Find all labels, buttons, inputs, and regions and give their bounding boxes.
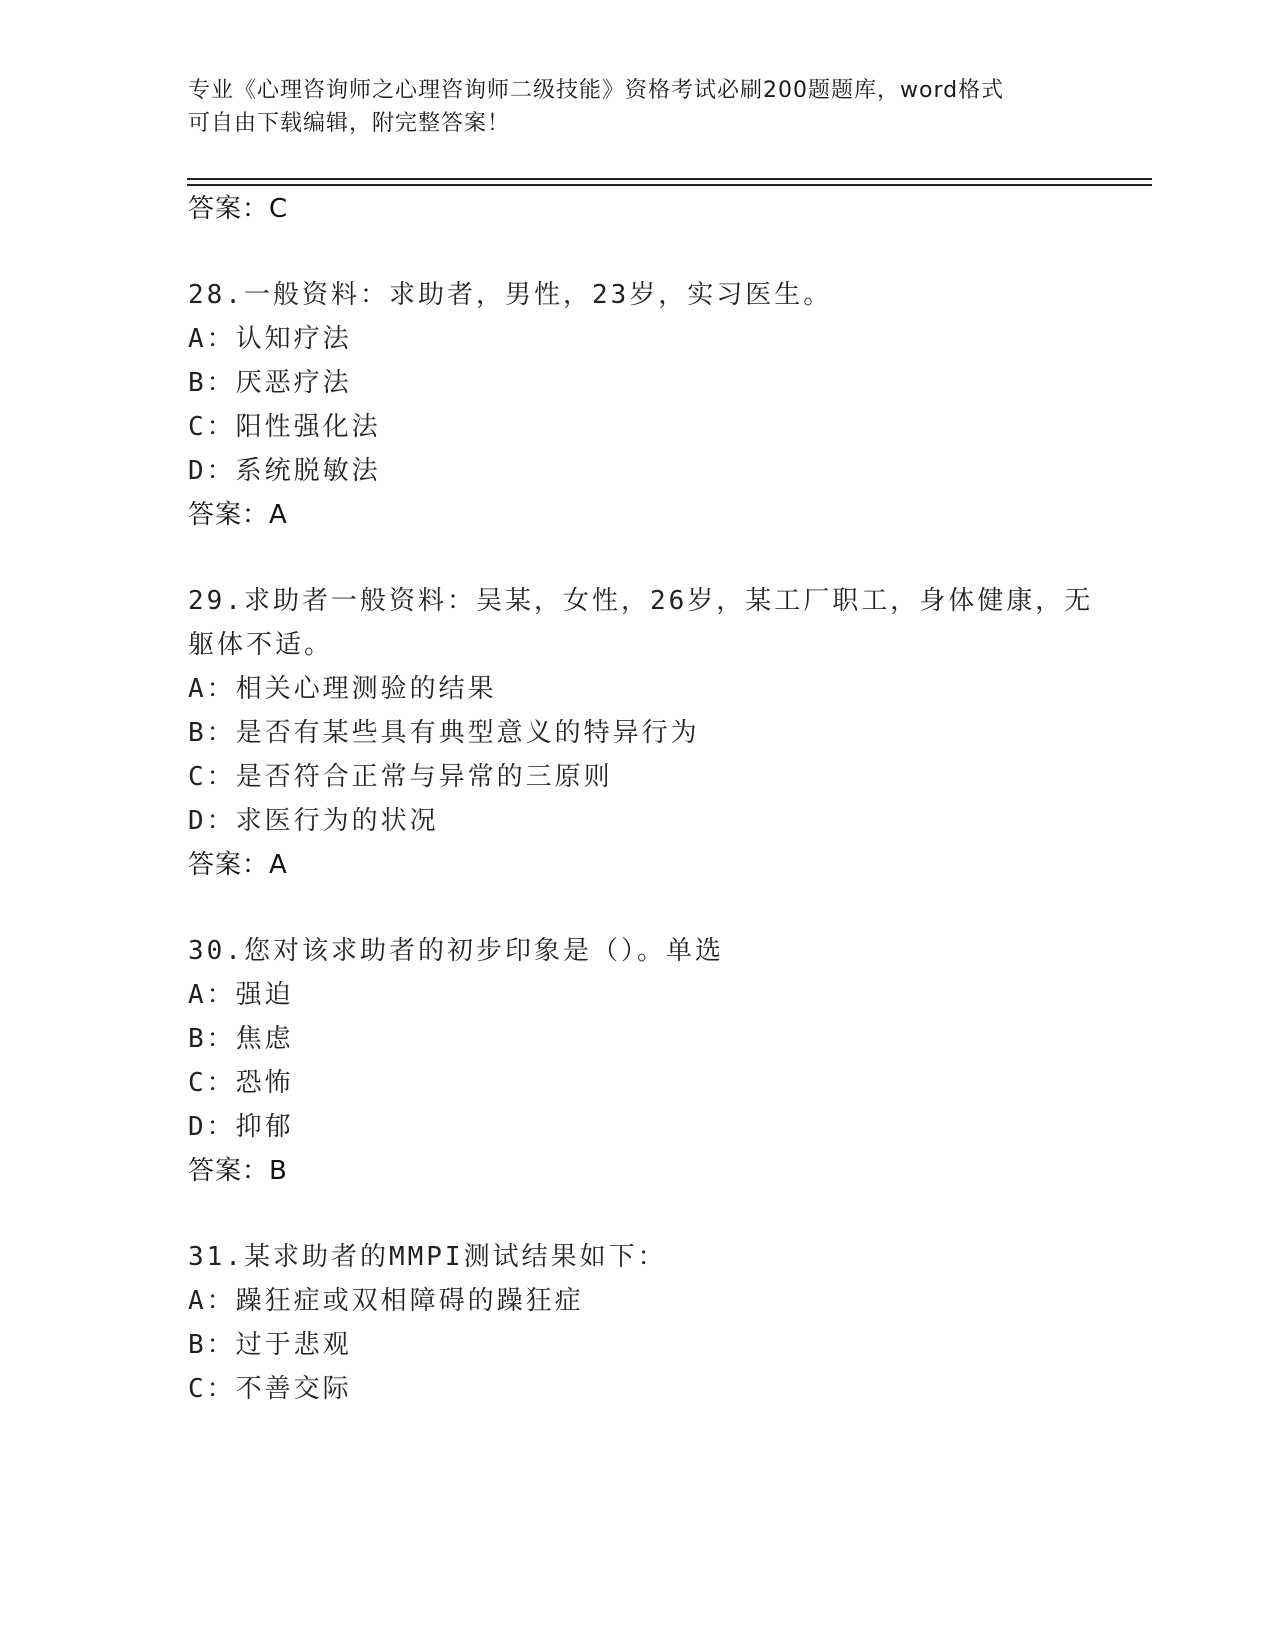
question-28-option-b: B：厌恶疗法: [188, 368, 352, 398]
question-29-option-a: A：相关心理测验的结果: [188, 674, 497, 704]
question-30-answer: 答案：B: [188, 1156, 288, 1186]
question-29-stem-line-2: 躯体不适。: [188, 630, 334, 660]
question-30-stem: 30.您对该求助者的初步印象是（）。单选: [188, 936, 724, 966]
question-31-option-a: A：躁狂症或双相障碍的躁狂症: [188, 1286, 584, 1316]
question-28-option-c: C：阳性强化法: [188, 412, 381, 442]
question-30-option-c: C：恐怖: [188, 1068, 294, 1098]
header-line-1: 专业《心理咨询师之心理咨询师二级技能》资格考试必刷200题题库，word格式: [188, 78, 1005, 103]
question-28-option-a: A：认知疗法: [188, 324, 352, 354]
header-line-2: 可自由下载编辑，附完整答案！: [188, 111, 511, 136]
question-29-option-c: C：是否符合正常与异常的三原则: [188, 762, 613, 792]
answer-previous: 答案：C: [188, 194, 289, 224]
question-30-option-a: A：强迫: [188, 980, 294, 1010]
question-29-answer: 答案：A: [188, 850, 288, 880]
question-31-stem: 31.某求助者的MMPI测试结果如下：: [188, 1242, 667, 1272]
question-31-option-c: C：不善交际: [188, 1374, 352, 1404]
header-divider-top: [187, 178, 1152, 180]
question-29-option-b: B：是否有某些具有典型意义的特异行为: [188, 718, 700, 748]
question-30-option-d: D：抑郁: [188, 1112, 294, 1142]
question-28-stem: 28.一般资料：求助者，男性，23岁，实习医生。: [188, 280, 833, 310]
question-28-option-d: D：系统脱敏法: [188, 456, 381, 486]
document-header: [188, 74, 1068, 140]
question-29-stem-line-1: 29.求助者一般资料：吴某，女性，26岁，某工厂职工，身体健康，无: [188, 586, 1094, 616]
question-31-option-b: B：过于悲观: [188, 1330, 352, 1360]
question-30-option-b: B：焦虑: [188, 1024, 294, 1054]
question-29-option-d: D：求医行为的状况: [188, 806, 439, 836]
question-28-answer: 答案：A: [188, 500, 288, 530]
header-divider-bottom: [187, 184, 1152, 186]
